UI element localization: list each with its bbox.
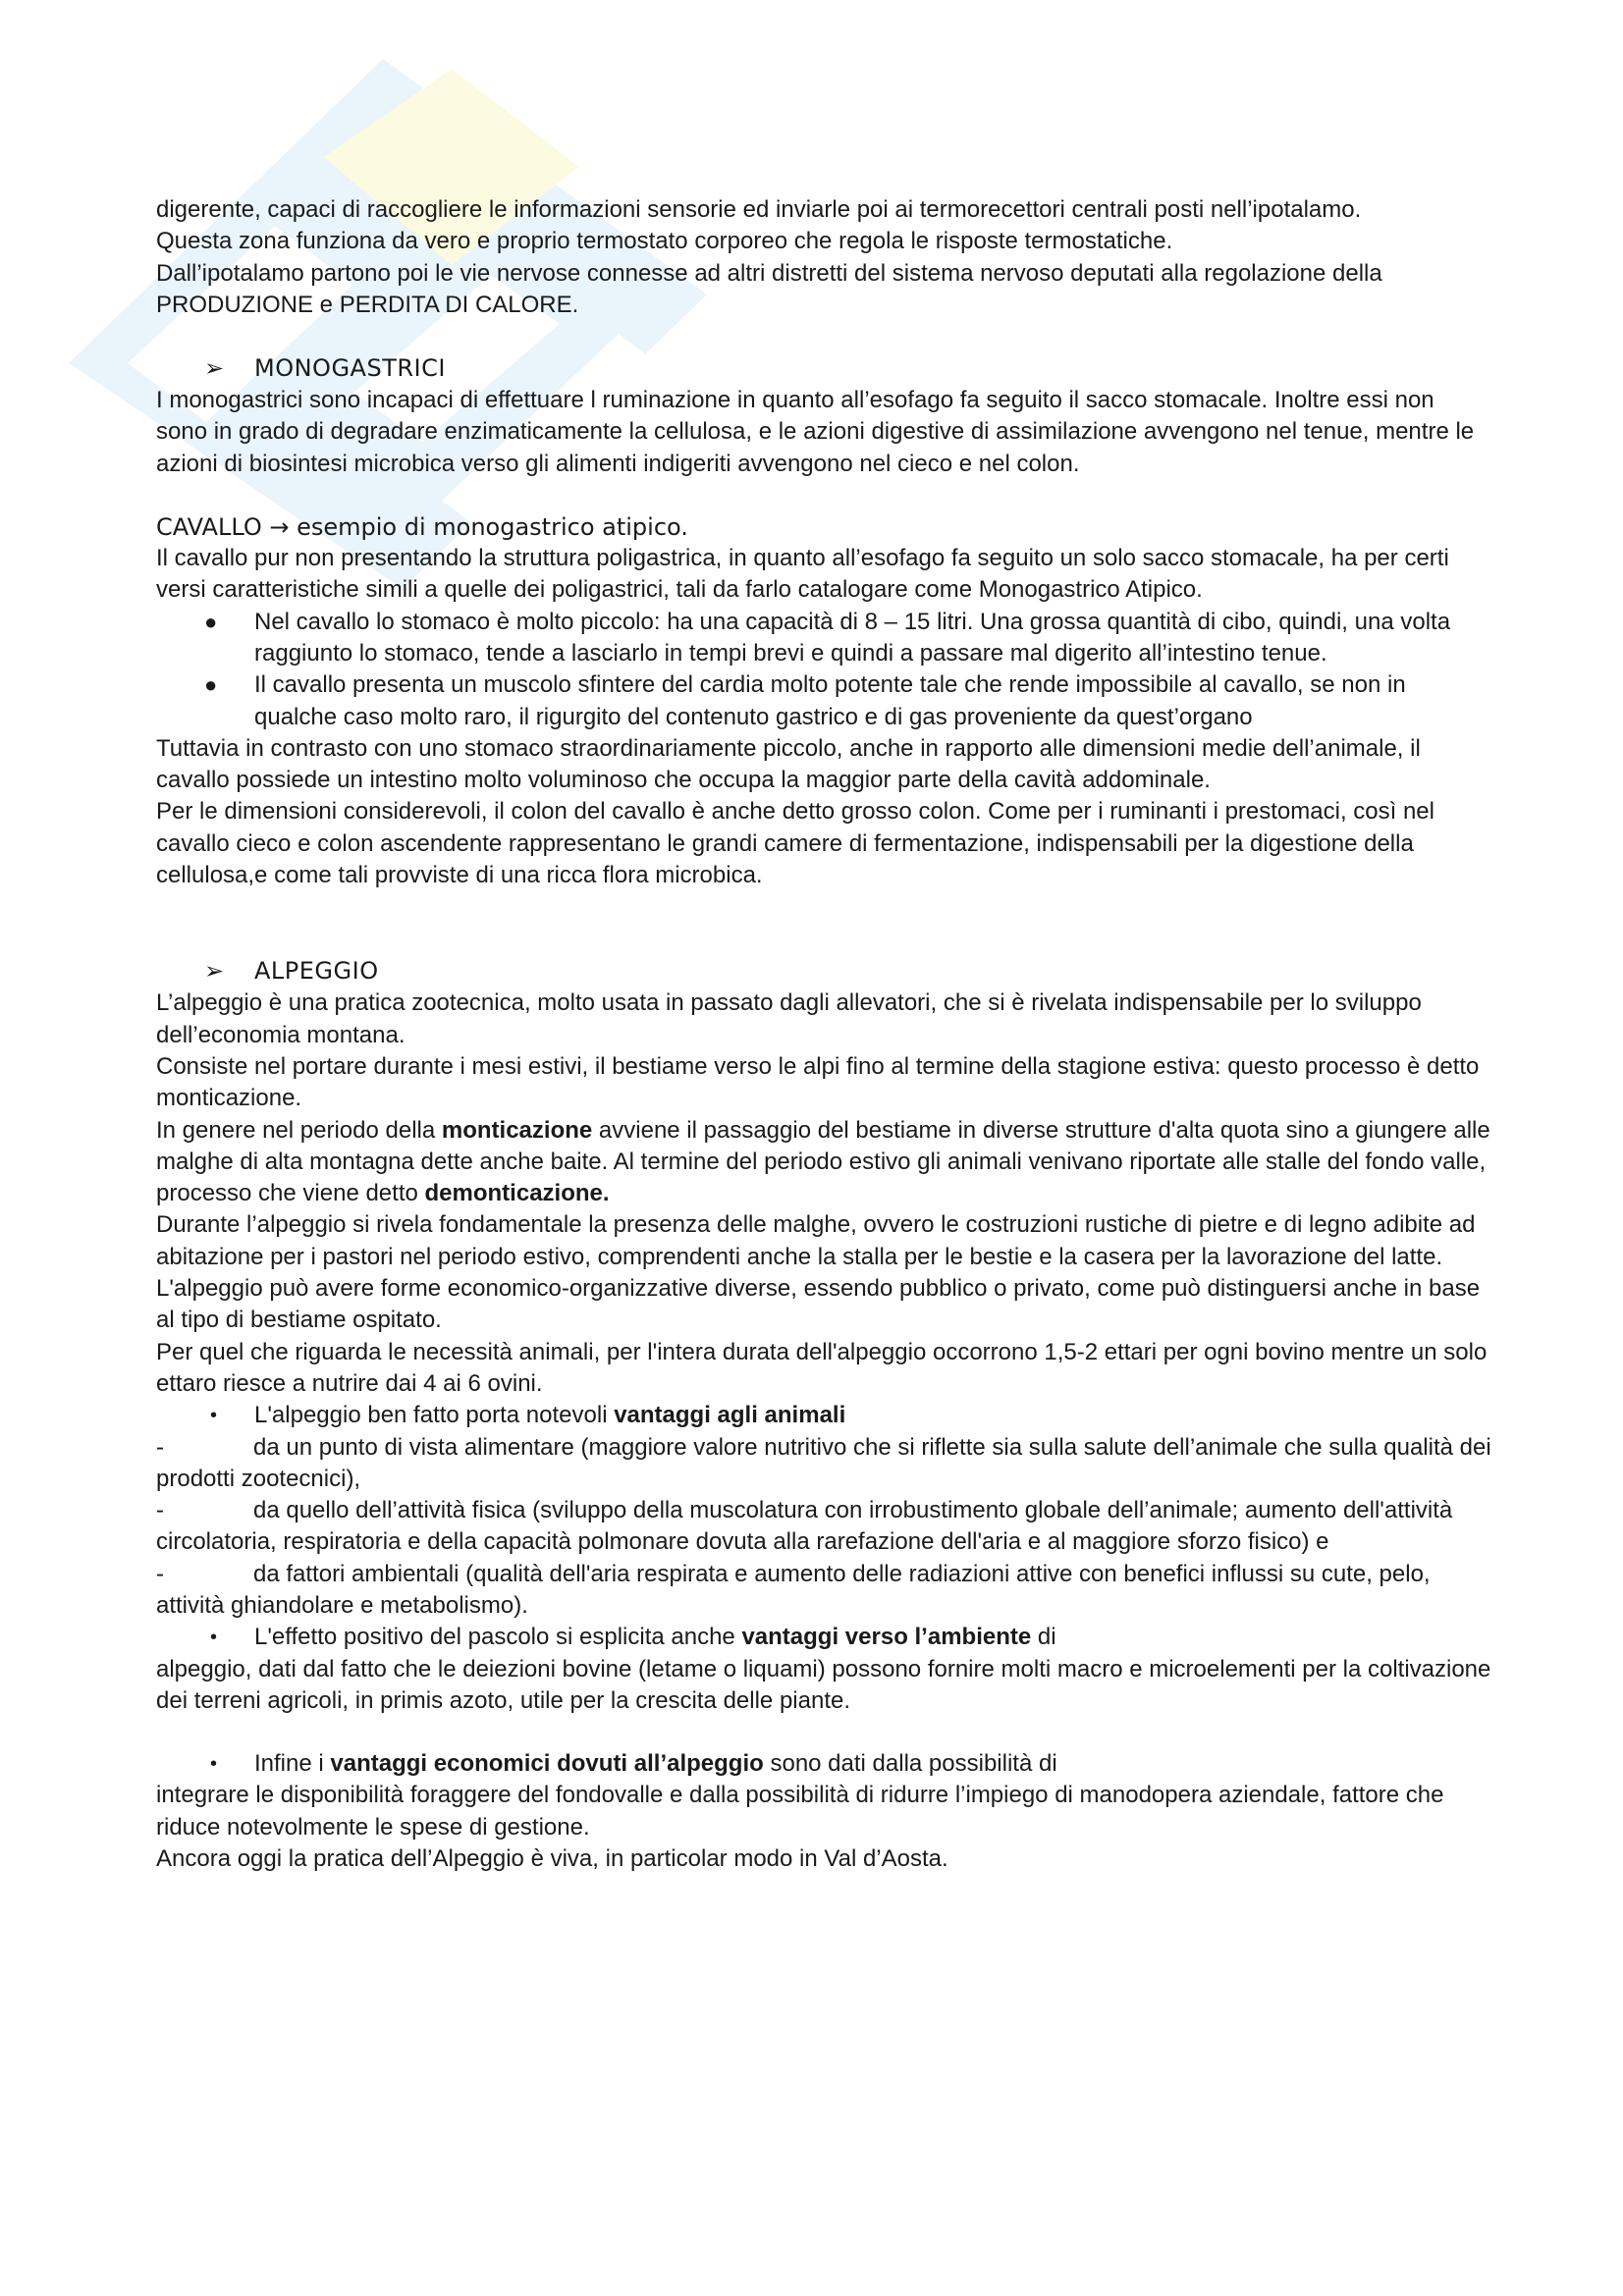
- cavallo-paragraph-3: Per le dimensioni considerevoli, il colon del cavallo è anche detto grosso colon. Come per i ruminanti i prestomaci, così nel cavallo cieco e colon ascendente rappresentano le grandi camere di fermentazione, indispensabili per la digestione della cellulosa,e come tali provviste di una ricca flora microbica.: [156, 798, 1434, 889]
- cavallo-subheading-a: CAVALLO: [156, 513, 262, 542]
- alpeggio-ambiente-continuation: alpeggio, dati dal fatto che le deiezioni bovine (letame o liquami) possono fornire molti macro e microelementi per la coltivazione dei terreni agricoli, in primis azoto, utile per la crescita delle piante.: [156, 1655, 1491, 1714]
- cavallo-bullet-list: [156, 607, 1491, 733]
- list-item-text: Il cavallo presenta un muscolo sfintere del cardia molto potente tale che rende impossibile al cavallo, se non in qualche caso molto raro, il rigurgito del contenuto gastrico e di gas proveniente da quest’organo: [254, 671, 1406, 730]
- list-item: [156, 1622, 1491, 1653]
- alpeggio-list-2: [156, 1622, 1491, 1653]
- dash-item-text: da fattori ambientali (qualità dell'aria respirata e aumento delle radiazioni attive con benefici influssi su cute, pelo, attività ghiandolare e metabolismo).: [156, 1560, 1431, 1619]
- alpeggio-paragraph-6: Per quel che riguarda le necessità animali, per l'intera durata dell'alpeggio occorrono 1,5-2 ettari per ogni bovino mentre un solo ettaro riesce a nutrire dai 4 ai 6 ovini.: [156, 1338, 1488, 1397]
- dash-item-1: [156, 1432, 1491, 1496]
- dash-marker: -: [156, 1560, 164, 1587]
- text-run: L'effetto positivo del pascolo si esplicita anche: [254, 1624, 742, 1651]
- bold-term: vantaggi economici dovuti all’alpeggio: [330, 1750, 764, 1778]
- list-item: [156, 607, 1491, 670]
- cavallo-subheading: [156, 511, 1491, 543]
- text-run: di: [1031, 1624, 1056, 1651]
- dash-marker: -: [156, 1497, 164, 1524]
- dash-item-3: [156, 1559, 1491, 1623]
- intro-line-3: Dall’ipotalamo partono poi le vie nervose connesse ad altri distretti del sistema nervoso deputati alla regolazione della PRODUZIONE e PERDITA DI CALORE.: [156, 259, 1382, 318]
- dash-item-text: da un punto di vista alimentare (maggiore valore nutritivo che si riflette sia sulla salute dell’animale che sulla qualità dei prodotti zootecnici),: [156, 1433, 1491, 1492]
- monogastrici-paragraph: I monogastrici sono incapaci di effettuare l ruminazione in quanto all’esofago fa seguito il sacco stomacale. Inoltre essi non sono in grado di degradare enzimaticamente la cellulosa, e le azioni digestive di assimilazione avvengono nel tenue, mentre le azioni di biosintesi microbica verso gli alimenti indigeriti avvengono nel cieco e nel colon.: [156, 387, 1475, 477]
- bullet-icon: •: [210, 1405, 218, 1427]
- dash-item-text: da quello dell’attività fisica (sviluppo della muscolatura con irrobustimento globale dell’animale; aumento dell'attività circolatoria, respiratoria e della capacità polmonare dovuta alla rarefazione dell'aria e al maggiore sforzo fisico) e: [156, 1497, 1453, 1556]
- bold-term-demonticazione: demonticazione.: [424, 1180, 610, 1207]
- dash-marker: -: [156, 1433, 164, 1461]
- bullet-icon: ●: [204, 609, 218, 634]
- text-run: L'alpeggio ben fatto porta notevoli: [254, 1402, 615, 1429]
- dash-item-2: [156, 1495, 1491, 1559]
- alpeggio-paragraph-4: Durante l’alpeggio si rivela fondamentale la presenza delle malghe, ovvero le costruzioni rustiche di pietre e di legno adibite ad abitazione per i pastori nel periodo estivo, comprendenti anche la stalla per le bestie e la casera per la lavorazione del latte.: [156, 1211, 1476, 1270]
- list-item: [156, 1400, 1491, 1431]
- heading-text: MONOGASTRICI: [254, 354, 446, 383]
- list-item: [156, 1748, 1491, 1780]
- list-item-text: Nel cavallo lo stomaco è molto piccolo: ha una capacità di 8 – 15 litri. Una grossa quantità di cibo, quindi, una volta raggiunto lo stomaco, tende a lasciarlo in tempi brevi e quindi a passare mal digerito all’intestino tenue.: [254, 608, 1451, 667]
- bullet-icon: •: [210, 1627, 218, 1649]
- alpeggio-paragraph-3: [156, 1115, 1491, 1210]
- text-run: In genere nel periodo della: [156, 1116, 442, 1144]
- alpeggio-paragraph-1: L’alpeggio è una pratica zootecnica, molto usata in passato dagli allevatori, che si è rivelata indispensabile per lo sviluppo dell’economia montana.: [156, 989, 1422, 1048]
- alpeggio-closing: Ancora oggi la pratica dell’Alpeggio è viva, in particolar modo in Val d’Aosta.: [156, 1845, 948, 1873]
- arrow-bullet-icon: ➢: [204, 354, 225, 383]
- bold-term: vantaggi verso l’ambiente: [741, 1624, 1032, 1651]
- arrow-bullet-icon: ➢: [204, 957, 225, 986]
- text-run: Infine i: [254, 1750, 331, 1778]
- alpeggio-list-1: [156, 1400, 1491, 1431]
- text-run: sono dati dalla possibilità di: [763, 1750, 1057, 1778]
- list-item: [156, 669, 1491, 733]
- cavallo-paragraph-1: Il cavallo pur non presentando la struttura poligastrica, in quanto all’esofago fa seguito un solo sacco stomacale, ha per certi versi caratteristiche simili a quelle dei poligastrici, tali da farlo catalogare come Monogastrico Atipico.: [156, 545, 1449, 604]
- bullet-icon: ●: [204, 672, 218, 698]
- alpeggio-economici-continuation: integrare le disponibilità foraggere del fondovalle e dalla possibilità di ridurre l’impiego di manodopera aziendale, fattore che riduce notevolmente le spese di gestione.: [156, 1782, 1444, 1841]
- bullet-icon: •: [210, 1753, 218, 1776]
- alpeggio-paragraph-2: Consiste nel portare durante i mesi estivi, il bestiame verso le alpi fino al termine della stagione estiva: questo processo è detto monticazione.: [156, 1052, 1480, 1112]
- intro-line-2: Questa zona funziona da vero e proprio termostato corporeo che regola le risposte termostatiche.: [156, 228, 1173, 255]
- intro-line-1: digerente, capaci di raccogliere le informazioni sensorie ed inviarle poi ai termorecettori centrali posti nell’ipotalamo.: [156, 196, 1362, 223]
- alpeggio-list-3: [156, 1748, 1491, 1780]
- bold-term: vantaggi agli animali: [614, 1402, 846, 1429]
- bold-term-monticazione: monticazione: [441, 1116, 593, 1144]
- alpeggio-paragraph-5: L'alpeggio può avere forme economico-organizzative diverse, essendo pubblico o privato, come può distinguersi anche in base al tipo di bestiame ospitato.: [156, 1275, 1481, 1334]
- text-run: avviene il passaggio del bestiame in diverse strutture d'alta quota sino a giungere alle malghe di alta montagna dette anche baite. Al termine del periodo estivo gli animali venivano riportate alle stalle del fondo valle, processo che viene detto: [156, 1116, 1490, 1207]
- right-arrow-icon: →: [269, 513, 290, 542]
- cavallo-paragraph-2: Tuttavia in contrasto con uno stomaco straordinariamente piccolo, anche in rapporto alle dimensioni medie dell’animale, il cavallo possiede un intestino molto voluminoso che occupa la maggior parte della cavità addominale.: [156, 734, 1421, 794]
- section-heading-alpeggio: [156, 955, 1491, 988]
- cavallo-subheading-b: esempio di monogastrico atipico.: [297, 513, 688, 542]
- section-heading-monogastrici: [156, 352, 1491, 385]
- heading-text: ALPEGGIO: [254, 957, 379, 986]
- document-body: [156, 194, 1491, 1875]
